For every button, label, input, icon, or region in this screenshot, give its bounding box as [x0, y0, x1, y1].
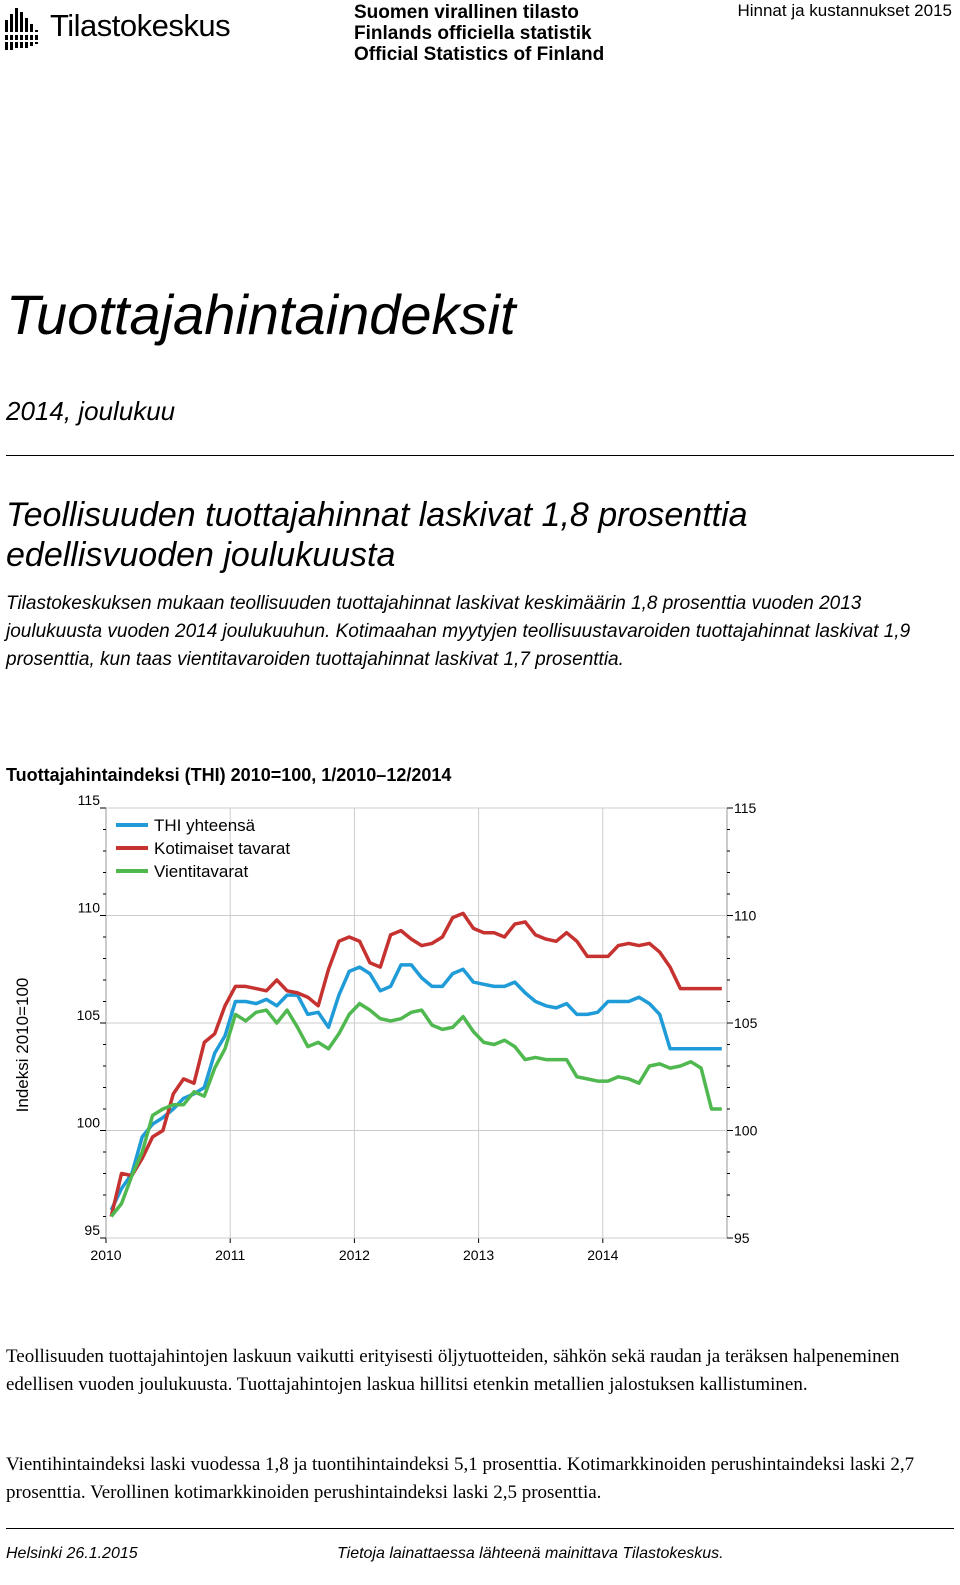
footer-citation: Tietoja lainattaessa lähteenä mainittava Tilastokeskus. [337, 1545, 724, 1562]
official-line-sv: Finlands officiella statistik [354, 23, 592, 44]
period-subtitle: 2014, joulukuu [6, 396, 176, 426]
body-paragraph-1: Teollisuuden tuottajahintojen laskuun vaikutti erityisesti öljytuotteiden, sähkön sekä raudan ja teräksen halpeneminen edellisen vuoden joulukuusta. Tuottajahintojen laskua hillitsi etenkin metallien jalostuksen kallistuminen. [6, 1346, 900, 1395]
y-tick-label: 95 [84, 1222, 100, 1238]
brand-name: Tilastokeskus [50, 8, 231, 43]
footer-divider [6, 1528, 954, 1529]
price-index-chart [0, 790, 800, 1280]
page-title: Tuottajahintaindeksit [6, 283, 516, 346]
official-line-en: Official Statistics of Finland [354, 44, 605, 65]
x-tick-label: 2012 [338, 1247, 370, 1263]
official-line-fi: Suomen virallinen tilasto [354, 2, 579, 23]
legend-label-2: Kotimaiset tavarat [154, 839, 291, 858]
y-tick-label-right: 110 [734, 907, 757, 924]
y-tick-label-right: 105 [734, 1015, 758, 1031]
headline: Teollisuuden tuottajahinnat laskivat 1,8 prosenttia edellisvuoden joulukuusta [6, 496, 748, 574]
title-divider [6, 455, 954, 456]
official-statistics-lines [354, 2, 604, 65]
x-tick-label: 2010 [90, 1247, 122, 1263]
running-title: Hinnat ja kustannukset 2015 [737, 1, 952, 20]
y-tick-label: 115 [77, 792, 100, 808]
y-axis-label: Indeksi 2010=100 [13, 977, 32, 1113]
y-tick-label-right: 95 [734, 1230, 750, 1246]
lead-paragraph: Tilastokeskuksen mukaan teollisuuden tuottajahinnat laskivat keskimäärin 1,8 prosenttia vuoden 2013 joulukuusta vuoden 2014 joulukuuhun. Kotimaahan myytyjen teollisuustavaroiden tuottajahinnat laskivat 1,9 prosenttia, kun taas vientitavaroiden tuottajahinnat laskivat 1,7 prosenttia. [6, 593, 911, 670]
legend-label-3: Vientitavarat [154, 862, 249, 881]
chart-title: Tuottajahintaindeksi (THI) 2010=100, 1/2010–12/2014 [6, 765, 452, 785]
x-tick-label: 2011 [215, 1247, 246, 1263]
series-line-1 [111, 965, 722, 1210]
y-tick-label-right: 115 [734, 800, 757, 816]
series-line-3 [111, 1004, 722, 1217]
y-tick-label-right: 100 [734, 1122, 758, 1139]
x-tick-label: 2013 [463, 1247, 495, 1263]
body-paragraph-2: Vientihintaindeksi laski vuodessa 1,8 ja tuontihintaindeksi 5,1 prosenttia. Kotimarkkinoiden perushintaindeksi laski 2,7 prosenttia. Verollinen kotimarkkinoiden perushintaindeksi laski 2,5 prosenttia. [6, 1454, 915, 1503]
legend-label-1: THI yhteensä [154, 816, 256, 835]
y-tick-label: 105 [76, 1007, 100, 1023]
y-tick-label: 100 [76, 1114, 100, 1131]
series-line-2 [111, 913, 722, 1216]
logo-mark-icon [3, 4, 47, 54]
x-tick-label: 2014 [587, 1247, 619, 1263]
footer-place-date: Helsinki 26.1.2015 [6, 1545, 138, 1562]
y-tick-label: 110 [77, 899, 100, 916]
